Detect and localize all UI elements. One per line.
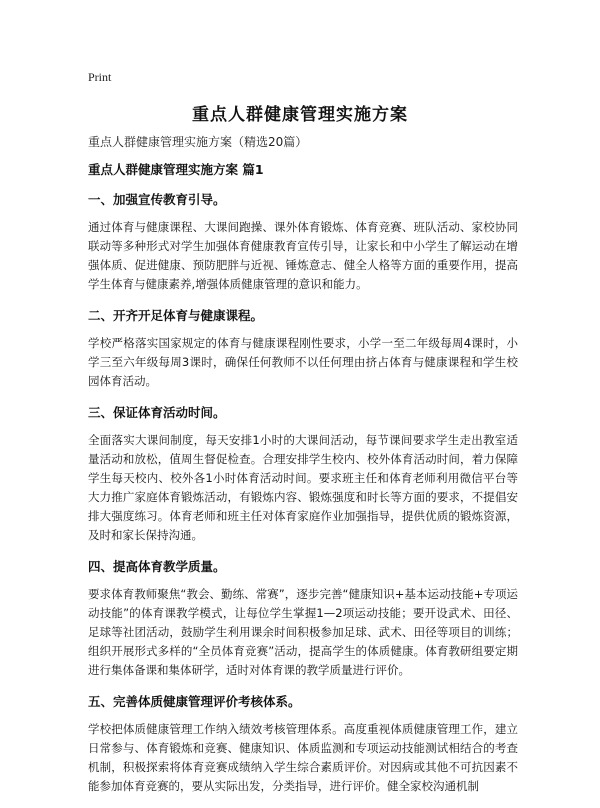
section-1: [88, 190, 518, 294]
section-paragraph: 要求体育教师聚焦“教会、勤练、常赛”，逐步完善“健康知识+基本运动技能+专项运动技能”的体育课教学模式，让每位学生掌握1—2项运动技能；要开设武术、田径、足球等社团活动，鼓励学生利用课余时间积极参加足球、武术、田径等项目的训练；组织开展形式多样的“全员体育竞赛”活动，提高学生的体质健康。体育教研组要定期进行集体备课和集体研学，适时对体育课的教学质量进行评价。: [88, 587, 518, 677]
section-paragraph: 通过体育与健康课程、大课间跑操、课外体育锻炼、体育竞赛、班队活动、家校协同联动等多种形式对学生加强体育健康教育宣传引导，让家长和中小学生了解运动在增强体质、促进健康、预防肥胖与近视、锤炼意志、健全人格等方面的重要作用，提高学生体育与健康素养,增强体质健康管理的意识和能力。: [88, 220, 518, 291]
section-paragraph: 全面落实大课间制度，每天安排1小时的大课间活动，每节课间要求学生走出教室适量活动和放松，值周生督促检查。合理安排学生校内、校外体育活动时间，着力保障学生每天校内、校外各1小时体育活动时间。要求班主任和体育老师利用微信平台等大力推广家庭体育锻炼活动，有锻炼内容、锻炼强度和时长等方面的要求，不提倡安排大强度练习。体育老师和班主任对体育家庭作业加强指导，提供优质的锻炼资源，及时和家长保持沟通。: [88, 433, 518, 542]
section-4: [88, 557, 518, 680]
section-heading: 五、完善体质健康管理评价考核体系。: [88, 694, 301, 709]
section-paragraph: 学校把体质健康管理工作纳入绩效考核管理体系。高度重视体质健康管理工作，建立日常参与、体育锻炼和竞赛、健康知识、体质监测和专项运动技能测试相结合的考查机制，积极探索将体育竞赛成绩纳入学生综合素质评价。对因病或其他不可抗因素不能参加体育竞赛的，要从实际出发，分类指导，进行评价。健全家校沟通机制: [88, 722, 518, 793]
document-title: 重点人群健康管理实施方案: [192, 105, 408, 125]
section-paragraph: 学校严格落实国家规定的体育与健康课程刚性要求，小学一至二年级每周4课时，小学三至六年级每周3课时，确保任何教师不以任何理由挤占体育与健康课程和学生校园体育活动。: [88, 336, 518, 388]
print-label[interactable]: Print: [88, 70, 112, 84]
section-2: [88, 306, 518, 391]
section-heading: 四、提高体育教学质量。: [88, 559, 226, 574]
document-subtitle: 重点人群健康管理实施方案（精选20篇）: [88, 135, 308, 149]
section-heading: 一、加强宣传教育引导。: [88, 192, 226, 207]
section-5: [88, 692, 518, 796]
article-content: [88, 160, 518, 808]
section-3: [88, 403, 518, 545]
section-heading: 三、保证体育活动时间。: [88, 405, 226, 420]
article-title: 重点人群健康管理实施方案 篇1: [88, 162, 264, 177]
section-heading: 二、开齐开足体育与健康课程。: [88, 308, 264, 323]
